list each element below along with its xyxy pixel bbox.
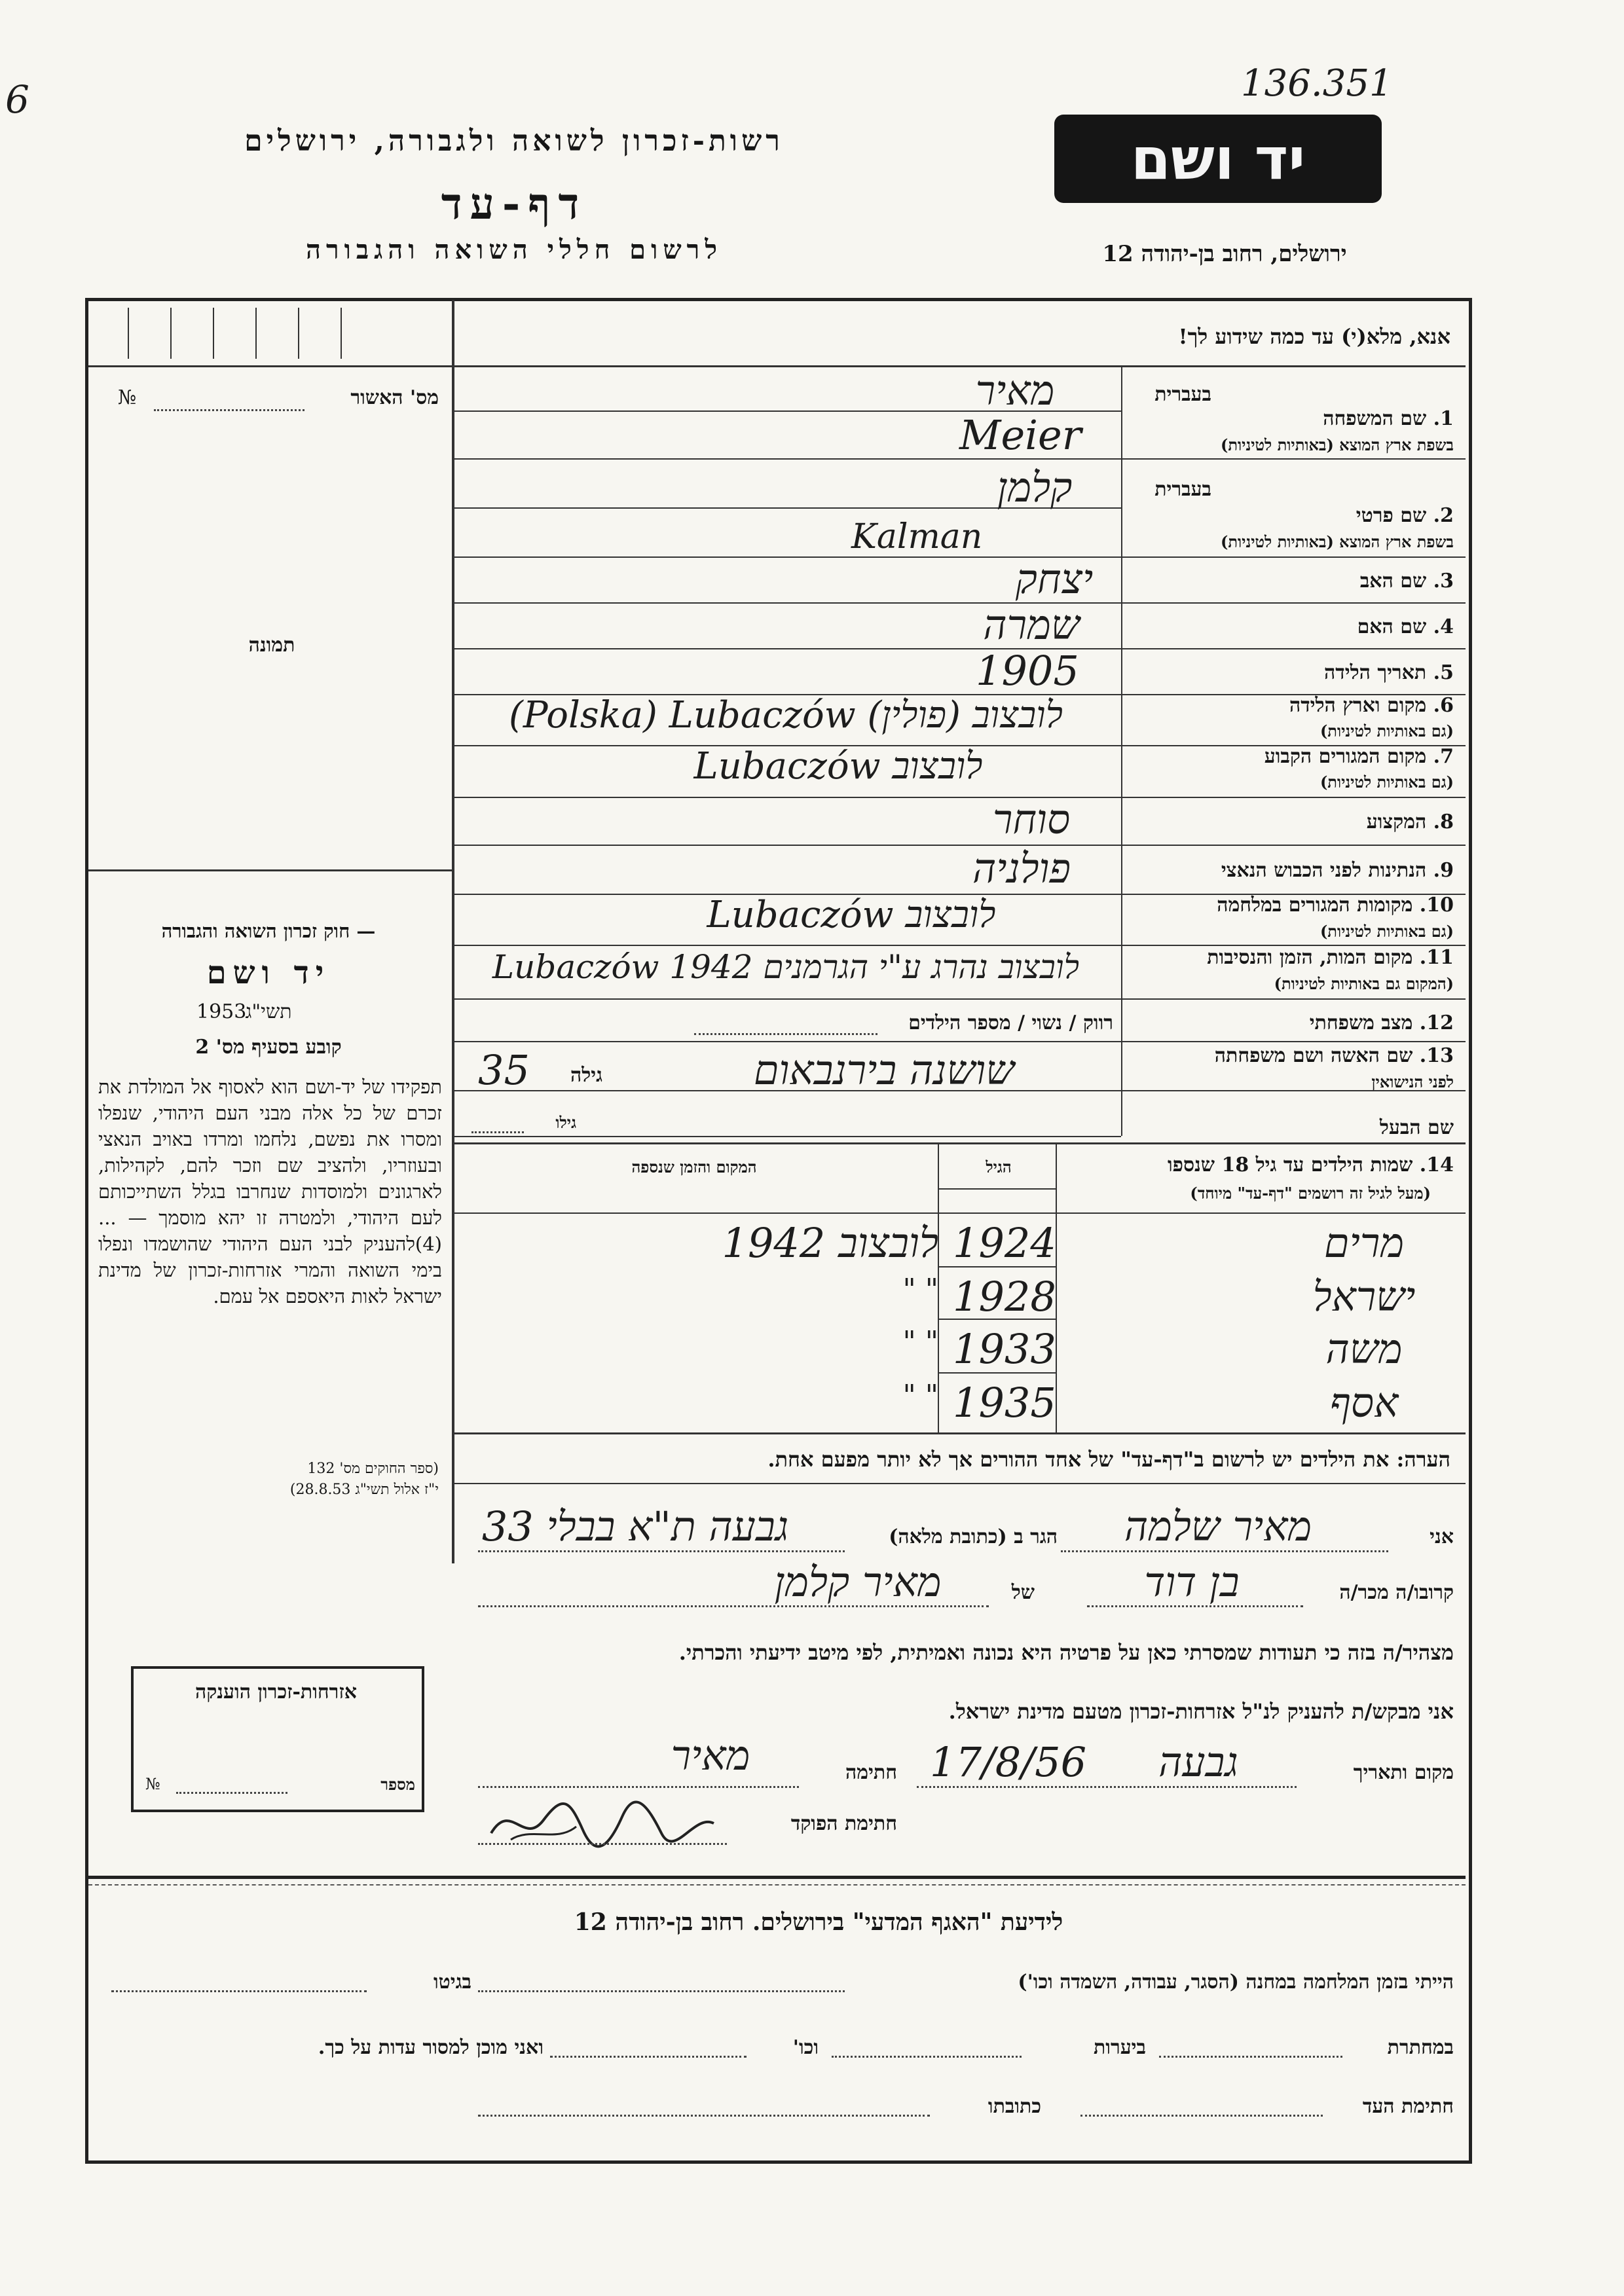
first-name-latin-value: Kalman (851, 517, 983, 556)
law-name: יד ושם (206, 955, 331, 991)
field10-sub: (גם באותיות לטיניות) (1320, 922, 1454, 941)
date-value: 17/8/56 (930, 1738, 1087, 1786)
surname-latin-value: Meier (959, 411, 1082, 459)
field1-sub: בשפת ארץ המוצא (באותיות לטיניות) (1221, 435, 1454, 454)
children-title: 14. שמות הילדים עד גיל 18 שנספו (1167, 1154, 1454, 1176)
relation-of-label: של (1011, 1581, 1035, 1604)
field11-label: 11. מקום המות, הזמן והנסיבות (1207, 946, 1454, 969)
law-year-hebrew: תשי"ג (245, 1000, 292, 1023)
marital-status-options: רווק / נשוי / מספר הילדים (908, 1011, 1113, 1034)
bottom-ghetto-label: בגיטו (433, 1971, 471, 1994)
citizenship-number-no: № (145, 1775, 160, 1793)
field5-label: 5. תאריך הלידה (1324, 661, 1454, 684)
child-age: 1935 (953, 1379, 1056, 1427)
signature-value: מאיר (671, 1732, 750, 1779)
child-place: " " (902, 1379, 938, 1412)
residence-value: Lubaczów לובצוב (693, 745, 983, 788)
law-title: — חוק זכרון השואה והגבורה (161, 920, 376, 942)
field1-label: 1. שם המשפחה (1323, 407, 1454, 430)
child-place: " " (902, 1325, 938, 1358)
form-subtitle: לרשום חללי השואה והגבורה (305, 234, 723, 265)
child-place: " " (902, 1273, 938, 1306)
officer-signature-label: חתימת הפוקד (790, 1812, 897, 1835)
field7-label: 7. מקום המגורים הקבוע (1264, 745, 1454, 768)
citizenship-request: אני מבקש/ת להעניק לנ"ל אזרחות-זכרון מטעם מדינת ישראל. (948, 1699, 1454, 1724)
birth-date-value: 1905 (976, 647, 1079, 695)
field2-sub: בשפת ארץ המוצא (באותיות לטיניות) (1221, 532, 1454, 551)
first-name-hebrew-value: קלמן (997, 464, 1073, 511)
declarant-name-value: מאיר שלמה (1124, 1503, 1312, 1550)
bottom-testimony-statement: ואני מוכן למסור עדות על כך. (318, 2036, 544, 2059)
child-age: 1924 (953, 1219, 1056, 1267)
form-title: דף-עד (441, 178, 587, 229)
nationality-value: פולניה (972, 845, 1071, 892)
child-name: ישראל (1312, 1273, 1416, 1321)
field13-label: 13. שם האשה ושם משפחתה (1214, 1044, 1454, 1067)
wife-age-value: 35 (478, 1046, 530, 1094)
field2-label: 2. שם פרטי (1356, 504, 1454, 527)
husband-age-label: גילו (555, 1113, 576, 1132)
field13-sub: לפני הנישואין (1371, 1072, 1454, 1091)
relation-label: קרובו/ה מכר/ה (1339, 1581, 1454, 1604)
field9-label: 9. הנתינות לפני הכבוש הנאצי (1221, 859, 1454, 882)
field11-sub: (המקום גם באותיות לטיניות) (1274, 974, 1454, 993)
field2-in-hebrew-label: בעברית (1154, 478, 1211, 501)
witness-address-label: כתובתו (987, 2095, 1041, 2118)
husband-label: שם הבעל (1379, 1116, 1454, 1139)
child-name: אסף (1329, 1379, 1399, 1427)
bottom-forests-label: ביערות (1093, 2036, 1146, 2059)
institution-name: רשות-זכרון לשואה ולגבורה, ירושלים (244, 124, 784, 158)
children-note: הערה: את הילדים יש לרשום ב"דף-עד" של אחד ההורים אך לא יותר מפעם אחת. (767, 1447, 1450, 1472)
father-name-value: יצחק (1015, 555, 1094, 603)
yad-vashem-logo: יד ושם (1054, 115, 1382, 203)
law-body: תפקידו של יד-ושם הוא לאסוף אל המולדת את זכרם של כל אלה מבני העם היהודי, שנפלו ומסרו את נפשם, נלחמו ומרדו באויב הנאצי ובעוזריו, ולהציב שם וזכר להם, לקהילות, לארגונים ולמוסדות שנחרבו בגלל השתייכותם לעם היהודי, ולמטרה זו יהא מוסמך — ...(4)להעניק לבני העם היהודי שהושמדו ונפלו בימי השואה והמרי אזרחות-זכרון של מדינת ישראל לאות היאספם אל עמם. (98, 1076, 442, 1307)
birth-place-value: (Polska) Lubaczów (לובצוב (פולין (509, 694, 1063, 737)
field12-label: 12. מצב משפחתי (1309, 1011, 1454, 1034)
child-name: מרים (1323, 1219, 1405, 1267)
field6-label: 6. מקום וארץ הלידה (1289, 694, 1454, 717)
child-name: משה (1325, 1325, 1403, 1373)
field3-label: 3. שם האב (1359, 570, 1454, 592)
declarant-address-value: גבעה ת"א בבלי 33 (481, 1503, 789, 1550)
approval-number-no: № (118, 386, 137, 409)
wartime-residence-value: Lubaczów לובצוב (707, 894, 996, 936)
mother-name-value: שמרה (983, 601, 1080, 649)
place-date-label: מקום ותאריך (1353, 1761, 1454, 1784)
surname-hebrew-value: מאיר (975, 367, 1055, 414)
field4-label: 4. שם האם (1357, 615, 1454, 638)
law-year: 1953 (196, 1000, 247, 1023)
wife-age-label: גילה (570, 1064, 602, 1087)
bottom-underground-label: במחתרת (1387, 2036, 1454, 2059)
archive-number: 136.351 (1241, 62, 1393, 105)
address: ירושלים, רחוב בן-יהודה 12 (1102, 241, 1347, 267)
approval-number-label: מס' האשור (350, 386, 439, 409)
bottom-title: לידיעת "האגף המדעי" בירושלים. רחוב בן-יהודה 12 (574, 1908, 1063, 1936)
citizenship-box-title: אזרחות-זכרון הוענקה (194, 1681, 358, 1704)
citizenship-number-label: מספר (380, 1775, 415, 1794)
field8-label: 8. המקצוע (1366, 811, 1454, 833)
child-age: 1928 (953, 1273, 1056, 1321)
field6-sub: (גם באותיות לטיניות) (1320, 721, 1454, 740)
margin-note: 6 (5, 77, 29, 122)
children-col-age: הגיל (986, 1157, 1012, 1176)
relation-of-value: מאיר קלמן (774, 1558, 942, 1606)
death-place-value: Lubaczów 1942 לובצוב נהרג ע"י הגרמנים (492, 948, 1080, 986)
field7-sub: (גם באותיות לטיניות) (1320, 773, 1454, 792)
declarant-i-label: אני (1430, 1525, 1454, 1548)
field10-label: 10. מקומות המגורים במלחמה (1217, 894, 1454, 917)
child-age: 1933 (953, 1325, 1056, 1373)
relation-value: בן דוד (1144, 1558, 1240, 1606)
child-place: לובצוב 1942 (722, 1219, 938, 1267)
bottom-camp-label: הייתי בזמן המלחמה במחנה (הסגר, עבודה, השמדה וכו') (1018, 1971, 1454, 1994)
approval-boxes (88, 301, 452, 363)
citizenship-box (131, 1666, 424, 1812)
signature-label: חתימה (845, 1761, 897, 1784)
bottom-etc-label: וכו' (792, 2036, 819, 2059)
instruction: אנא, מלא(י) עד כמה שידוע לך! (1178, 324, 1450, 349)
photo-label: תמונה (248, 634, 295, 657)
place-value: גבעה (1158, 1738, 1238, 1786)
law-source: (ספר החוקים מס' 132 י"ז אלול תשי"ג 28.8.53) (289, 1461, 439, 1498)
witness-signature-label: חתימת העד (1362, 2095, 1454, 2118)
declarant-address-label: הגר ב (כתובת מלאה) (889, 1525, 1058, 1548)
children-table-body (454, 1212, 1466, 1432)
declaration-text: מצהיר/ה בזה כי תעודות שמסרתי כאן על פרטיה היא נכונה ואמיתית, לפי מיטב ידיעתי והכרתי. (678, 1640, 1454, 1665)
wife-name-value: שושנה בירנבאום (753, 1046, 1015, 1094)
field1-in-hebrew-label: בעברית (1154, 383, 1211, 406)
children-subtitle: (מעל לגיל זה רושמים "דף-עד" מיוחד) (1190, 1184, 1431, 1203)
profession-value: סוחר (992, 795, 1071, 843)
law-clause: קובע בסעיף מס' 2 (195, 1036, 342, 1059)
children-col-place: המקום והזמן שנספה (631, 1157, 757, 1176)
